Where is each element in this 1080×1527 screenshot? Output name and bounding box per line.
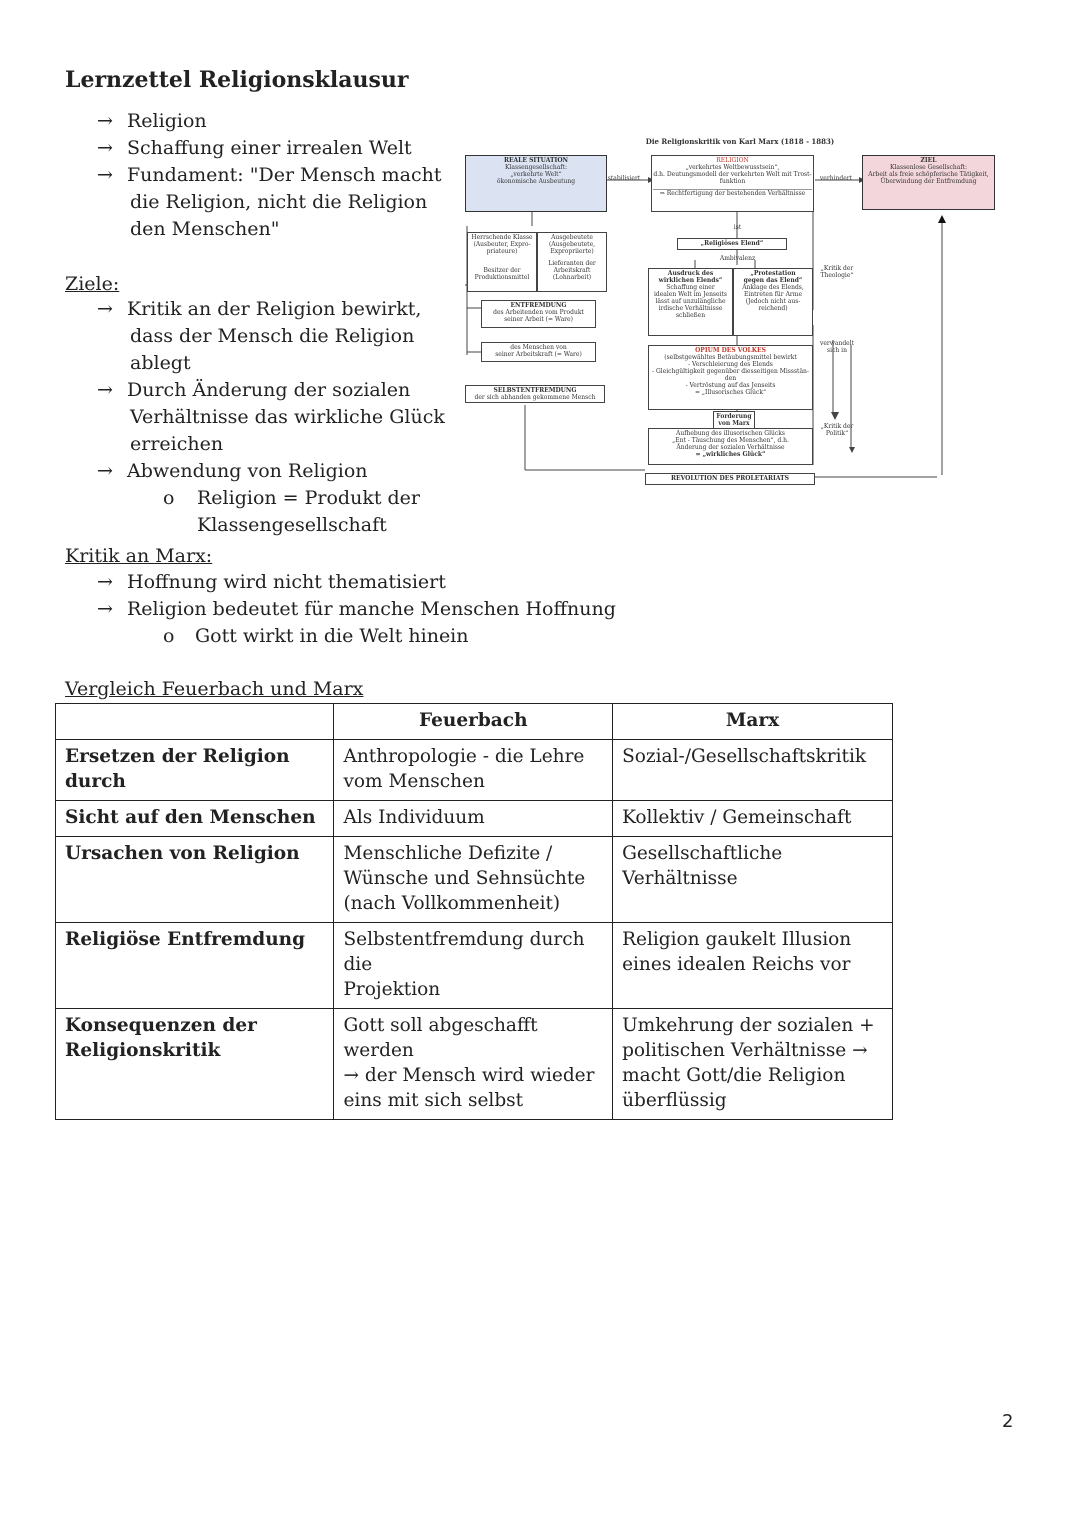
comparison-table [55,703,893,1120]
label-verwandelt: verwandelt sich in [819,340,855,354]
religion-box: RELIGION „verkehrtes Weltbewusstsein“, d.h. Deutungsmodell der verkehrten Welt mit Trost- funktion ⇒ Rechtfertigung der bestehenden Verhältnisse [651,155,814,212]
arrow-icon: → [97,164,113,186]
list-item: → Fundament: "Der Mensch macht [97,162,442,189]
list-item: → Schaffung einer irrealen Welt [97,135,442,162]
protestation-box: „Protestation gegen das Elend“ Anklage des Elends, Eintreten für Arme (Jedoch nicht aus- reichend) [733,268,813,336]
sub-list-item: o Gott wirkt in die Welt hinein [97,623,616,650]
label-ist: ist [733,224,742,231]
table-header-cell: Feuerbach [334,704,613,740]
table-header-cell: Marx [613,704,893,740]
list-item: → Religion bedeutet für manche Menschen Hoffnung [97,596,616,623]
arrow-icon: → [97,598,113,620]
arrow-icon: → [97,298,113,320]
list-item-continuation: den Menschen" [130,218,280,240]
marx-cell: Religion gaukelt Illusion eines idealen Reichs vor [613,923,893,1009]
feuerbach-cell: Als Individuum [334,801,613,837]
label-stabilisiert: stabilisiert [607,175,641,182]
table-row [56,1009,893,1120]
table-row [56,837,893,923]
critique-heading: Kritik an Marx: [65,545,213,567]
ausgebeutete-box: Ausgebeutete (Ausgebeutete, Expropriierte) Lieferanten der Arbeitskraft (Lohnarbeit) [537,232,607,292]
herrschende-klasse-box: Herrschende Klasse (Ausbeuter, Expro- priateure) Besitzer der Produktionsmittel [467,232,537,292]
row-label-cell: Ersetzen der Religion durch [56,740,334,801]
feuerbach-cell: Gott soll abgeschafft werden → der Mensch wird wieder eins mit sich selbst [334,1009,613,1120]
list-item: → Kritik an der Religion bewirkt, [97,296,445,323]
row-label-cell: Konsequenzen der Religionskritik [56,1009,334,1120]
list-item: → Hoffnung wird nicht thematisiert [97,569,616,596]
arrow-icon: → [97,110,113,132]
label-ambivalenz: Ambivalenz [719,255,756,262]
row-label-cell: Religiöse Entfremdung [56,923,334,1009]
label-kritik-theologie: „Kritik der Theologie“ [820,265,854,279]
circle-bullet-icon: o [163,487,175,509]
entfremdung-box: ENTFREMDUNG des Arbeitenden vom Produkt seiner Arbeit (= Ware) [481,300,596,328]
feuerbach-cell: Selbstentfremdung durch die Projektion [334,923,613,1009]
list-item: → Abwendung von Religion [97,458,445,485]
intro-list [97,108,442,243]
list-item-continuation: ablegt [130,352,191,374]
reale-situation-box: REALE SITUATION Klassengesellschaft: „verkehrte Welt“ ökonomische Ausbeutung [465,155,607,212]
forderung-box: Forderung von Marx [713,411,755,429]
row-label-cell: Sicht auf den Menschen [56,801,334,837]
list-item-continuation: Verhältnisse das wirkliche Glück [130,406,445,428]
arrow-icon: → [97,137,113,159]
marx-cell: Kollektiv / Gemeinschaft [613,801,893,837]
goals-list [97,296,445,539]
table-row [56,801,893,837]
sub-list-item: o Religion = Produkt der [97,485,445,512]
ziel-box: ZIEL Klassenlose Gesellschaft: Arbeit als freie schöpferische Tätigkeit, Überwindung der Entfremdung [862,155,995,210]
arrow-icon: → [97,571,113,593]
label-kritik-politik: „Kritik der Politik“ [820,423,854,437]
critique-list [97,569,616,650]
religioeses-elend-box: „Religiöses Elend“ [677,238,787,250]
marx-cell: Gesellschaftliche Verhältnisse [613,837,893,923]
table-row [56,740,893,801]
diagram-title: Die Religionskritik von Karl Marx (1818 - 1883) [645,137,835,146]
table-header-row [56,704,893,740]
arrow-icon: → [97,460,113,482]
list-item: → Religion [97,108,442,135]
revolution-box: REVOLUTION DES PROLETARIATS [645,473,815,485]
list-item: → Durch Änderung der sozialen [97,377,445,404]
marx-diagram [455,130,1020,510]
label-verhindert: verhindert [819,175,853,182]
opium-box: OPIUM DES VOLKES (selbstgewähltes Betäubungsmittel bewirkt - Verschleierung des Elends - Gleichgültigkeit gegenüber diesseitigen Missstän- den - Vertröstung auf das Jenseits = „Illusorisches Glück“ [648,345,813,410]
feuerbach-cell: Menschliche Defizite / Wünsche und Sehnsüchte (nach Vollkommenheit) [334,837,613,923]
page-number: 2 [1002,1411,1014,1432]
selbstentfremdung-box: SELBSTENTFREMDUNG der sich abhanden gekommene Mensch [465,385,605,403]
marx-cell: Sozial-/Gesellschaftskritik [613,740,893,801]
marx-cell: Umkehrung der sozialen + politischen Verhältnisse → macht Gott/die Religion überflüssig [613,1009,893,1120]
ausdruck-box: Ausdruck des wirklichen Elends“ Schaffung einer idealen Welt im Jenseits lässt auf unzulängliche irdische Verhältnisse schließen [648,268,733,336]
row-label-cell: Ursachen von Religion [56,837,334,923]
menschen-arbeitskraft-box: des Menschen von seiner Arbeitskraft (= Ware) [481,342,596,362]
list-item-continuation: dass der Mensch die Religion [130,325,415,347]
aufhebung-box: Aufhebung des illusorischen Glücks „Ent - Täuschung des Menschen“, d.h. Änderung der sozialen Verhältnisse = „wirkliches Glück“ [648,428,813,465]
comparison-heading: Vergleich Feuerbach und Marx [65,678,364,700]
goals-heading: Ziele: [65,273,120,295]
list-item-continuation: die Religion, nicht die Religion [130,191,428,213]
page-title: Lernzettel Religionsklausur [65,67,409,93]
table-header-cell [56,704,334,740]
circle-bullet-icon: o [163,625,175,647]
table-row [56,923,893,1009]
feuerbach-cell: Anthropologie - die Lehre vom Menschen [334,740,613,801]
arrow-icon: → [97,379,113,401]
list-item-continuation: erreichen [130,433,224,455]
sub-list-item-continuation: Klassengesellschaft [197,514,387,536]
